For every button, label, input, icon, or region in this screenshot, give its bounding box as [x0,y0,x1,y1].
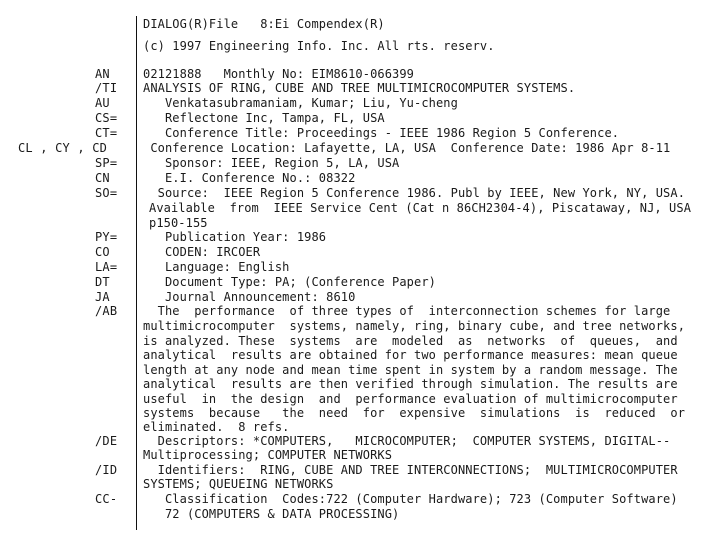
document-type: Document Type: PA; (Conference Paper) [143,275,436,289]
field-code-cl-cy-cd: CL , CY , CD [18,141,108,155]
field-code-ja: JA [95,290,110,304]
conference-location-date: Conference Location: Lafayette, LA, USA Conference Date: 1986 Apr 8-11 [143,141,671,155]
source-line-3: p150-155 [149,216,208,230]
conference-title: Conference Title: Proceedings - IEEE 1986 Region 5 Conference. [143,126,620,140]
abstract-line: multimicrocomputer systems, namely, ring, binary cube, and tree networks, [143,319,686,333]
identifiers-line-1: Identifiers: RING, CUBE AND TREE INTERCONNECTIONS; MULTIMICROCOMPUTER [143,463,678,477]
field-code-cn: CN [95,171,110,185]
classification-codes-line-1: Classification Codes:722 (Computer Hardware); 723 (Computer Software) [143,492,678,506]
descriptors-line-2: Multiprocessing; COMPUTER NETWORKS [143,448,393,462]
abstract-line: is analyzed. These systems are modeled as networks of queues, and [143,334,678,348]
conference-number: E.I. Conference No.: 08322 [143,171,356,185]
field-code-dt: DT [95,275,110,289]
abstract-line: eliminated. 8 refs. [143,420,290,434]
sponsor: Sponsor: IEEE, Region 5, LA, USA [143,156,400,170]
column-divider [136,16,137,530]
abstract-line: analytical results are then verified through simulation. The results are [143,377,678,391]
abstract-line: useful in the design and performance evaluation of multimicrocomputer [143,392,678,406]
field-code-sp: SP= [95,156,118,170]
field-code-so: SO= [95,186,118,200]
identifiers-line-2: SYSTEMS; QUEUEING NETWORKS [143,477,334,491]
authors: Venkatasubramaniam, Kumar; Liu, Yu-cheng [143,96,458,110]
abstract-line: length at any node and mean time spent in system by a random message. The [143,363,678,377]
field-code-de: /DE [95,434,118,448]
journal-announcement: Journal Announcement: 8610 [143,290,356,304]
coden: CODEN: IRCOER [143,245,261,259]
descriptors-line-1: Descriptors: *COMPUTERS, MICROCOMPUTER; COMPUTER SYSTEMS, DIGITAL-- [143,434,671,448]
publication-year: Publication Year: 1986 [143,230,327,244]
title: ANALYSIS OF RING, CUBE AND TREE MULTIMICROCOMPUTER SYSTEMS. [143,81,576,95]
accession-number: 02121888 Monthly No: EIM8610-066399 [143,67,415,81]
corporate-source: Reflectone Inc, Tampa, FL, USA [143,111,385,125]
field-code-ti: /TI [95,81,118,95]
abstract-line: systems because the need for expensive simulations is reduced or [143,406,686,420]
copyright-line: (c) 1997 Engineering Info. Inc. All rts. reserv. [143,39,495,53]
field-code-co: CO [95,245,110,259]
field-code-id: /ID [95,463,118,477]
field-code-ct: CT= [95,126,118,140]
abstract-line: analytical results are obtained for two performance measures: mean queue [143,348,678,362]
field-code-cc: CC- [95,492,118,506]
source-line-2: Available from IEEE Service Cent (Cat n 86CH2304-4), Piscataway, NJ, USA [149,201,692,215]
language: Language: English [143,260,290,274]
field-code-ab: /AB [95,304,118,318]
field-code-au: AU [95,96,110,110]
classification-codes-line-2: 72 (COMPUTERS & DATA PROCESSING) [143,507,400,521]
field-code-py: PY= [95,230,118,244]
field-code-an: AN [95,67,110,81]
abstract-line: The performance of three types of interconnection schemes for large [143,304,671,318]
field-code-cs: CS= [95,111,118,125]
field-code-la: LA= [95,260,118,274]
source-line-1: Source: IEEE Region 5 Conference 1986. Publ by IEEE, New York, NY, USA. [143,186,686,200]
file-header: DIALOG(R)File 8:Ei Compendex(R) [143,17,385,31]
